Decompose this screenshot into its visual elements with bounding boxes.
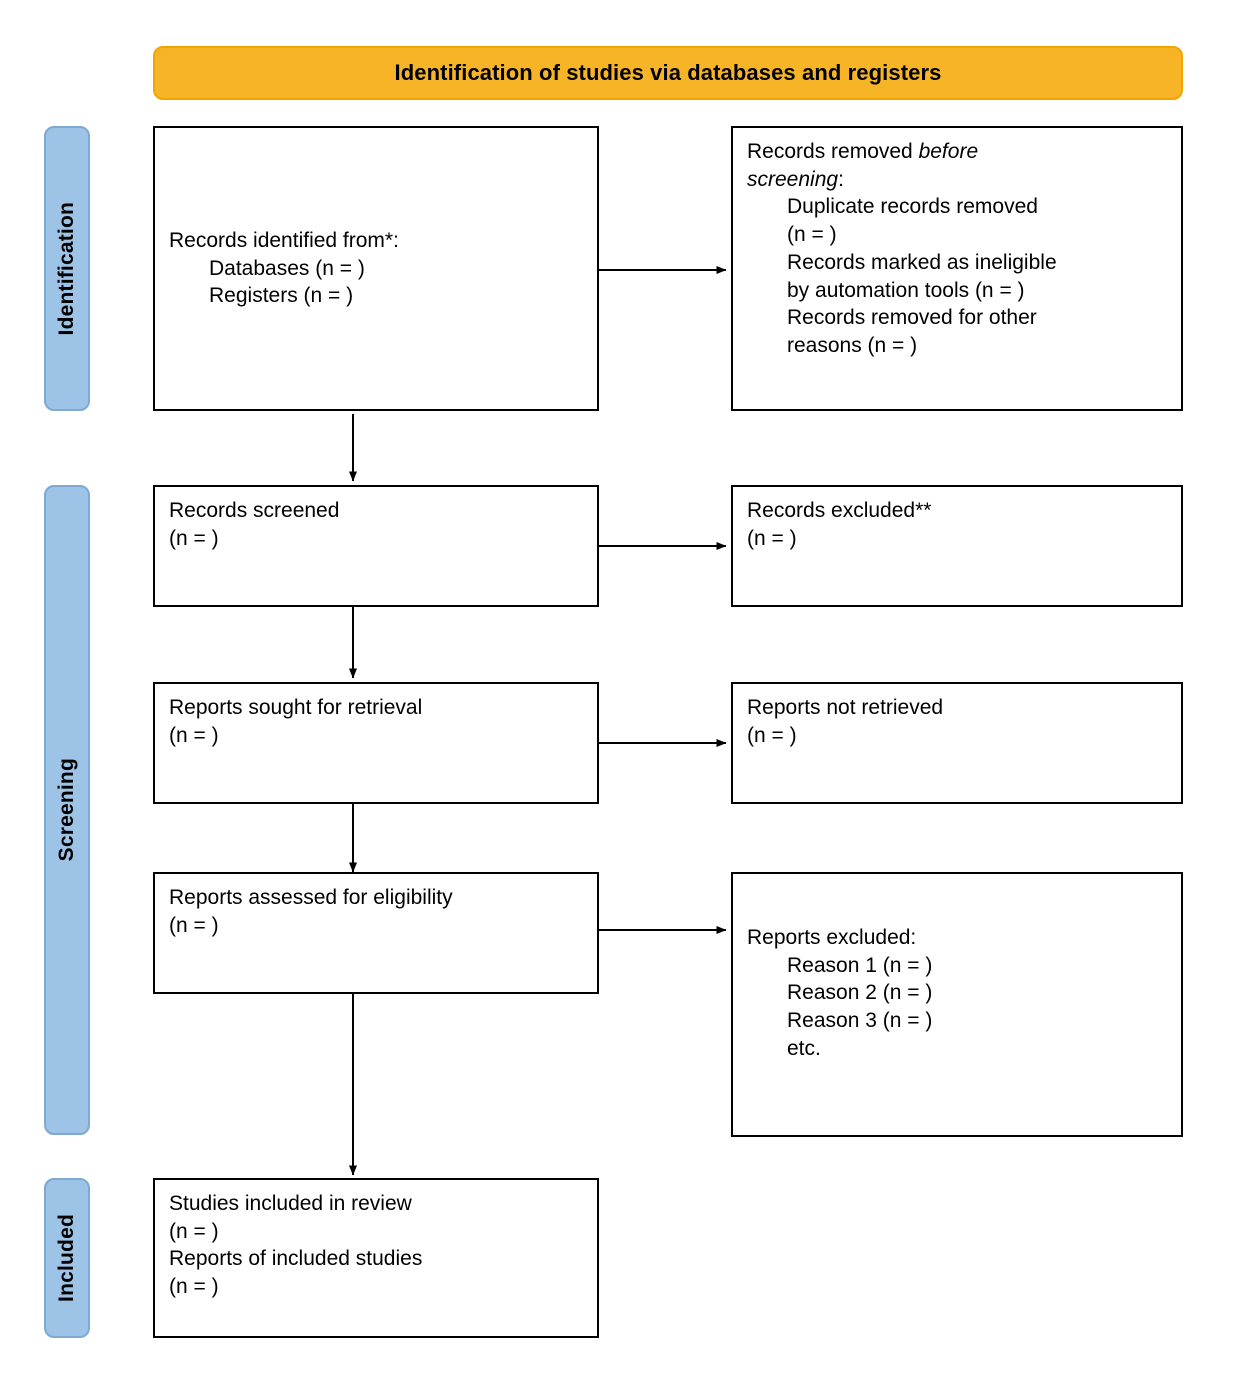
stage-tab-included: [44, 1178, 90, 1338]
studies-included-line-3: Reports of included studies: [169, 1247, 423, 1271]
records-removed-line-3: Duplicate records removed: [787, 195, 1038, 219]
box-reports-excluded: [731, 872, 1183, 1137]
records-removed-line-6: by automation tools (n = ): [787, 278, 1025, 302]
records-screened-line-1: Records screened: [169, 499, 340, 522]
records-removed-line-4: (n = ): [787, 223, 837, 247]
records-removed-line-2: [747, 166, 1167, 194]
stage-tab-included-label: Included: [55, 1214, 78, 1302]
records-removed-line-5: Records marked as ineligible: [787, 250, 1057, 274]
stage-tab-identification: [44, 126, 90, 411]
studies-included-line-4: (n = ): [169, 1275, 219, 1299]
reports-sought-line-2: (n = ): [169, 723, 219, 747]
records-excluded-line-2: (n = ): [747, 526, 797, 550]
reports-excluded-line-5: etc.: [787, 1036, 821, 1060]
reports-excluded-line-3: Reason 2 (n = ): [787, 981, 933, 1005]
reports-assessed-line-2: (n = ): [169, 913, 219, 937]
records-removed-line-8: reasons (n = ): [787, 334, 918, 358]
box-records-screened: [153, 485, 599, 607]
box-records-removed: [731, 126, 1183, 411]
reports-excluded-line-4: Reason 3 (n = ): [787, 1009, 933, 1033]
records-removed-text-colon: :: [838, 167, 844, 191]
studies-included-line-1: Studies included in review: [169, 1192, 412, 1215]
records-identified-line-3: Registers (n = ): [209, 284, 354, 308]
reports-excluded-line-2: Reason 1 (n = ): [787, 953, 933, 977]
stage-tab-identification-label: Identification: [55, 201, 78, 336]
records-removed-text-before: before: [918, 140, 979, 163]
records-screened-line-2: (n = ): [169, 526, 219, 550]
reports-assessed-line-1: Reports assessed for eligibility: [169, 886, 453, 909]
reports-not-retrieved-line-2: (n = ): [747, 723, 797, 747]
box-records-identified: [153, 126, 599, 411]
box-studies-included: [153, 1178, 599, 1338]
reports-sought-line-1: Reports sought for retrieval: [169, 696, 423, 719]
diagram-header-banner: [153, 46, 1183, 100]
records-identified-line-2: Databases (n = ): [209, 256, 365, 280]
records-removed-text-a: Records removed: [747, 140, 919, 163]
records-identified-line-1: Records identified from*:: [169, 228, 399, 252]
box-records-excluded: [731, 485, 1183, 607]
box-reports-sought: [153, 682, 599, 804]
stage-tab-screening-label: Screening: [55, 758, 78, 862]
box-reports-assessed: [153, 872, 599, 994]
records-removed-line-7: Records removed for other: [787, 306, 1037, 330]
reports-excluded-line-1: Reports excluded:: [747, 926, 917, 949]
records-removed-line-1: [747, 138, 1167, 166]
diagram-title: Identification of studies via databases and registers: [394, 60, 942, 85]
reports-not-retrieved-line-1: Reports not retrieved: [747, 696, 944, 719]
records-removed-text-screening: screening: [747, 167, 839, 191]
studies-included-line-2: (n = ): [169, 1219, 219, 1243]
stage-tab-screening: [44, 485, 90, 1135]
box-reports-not-retrieved: [731, 682, 1183, 804]
records-excluded-line-1: Records excluded**: [747, 499, 932, 522]
